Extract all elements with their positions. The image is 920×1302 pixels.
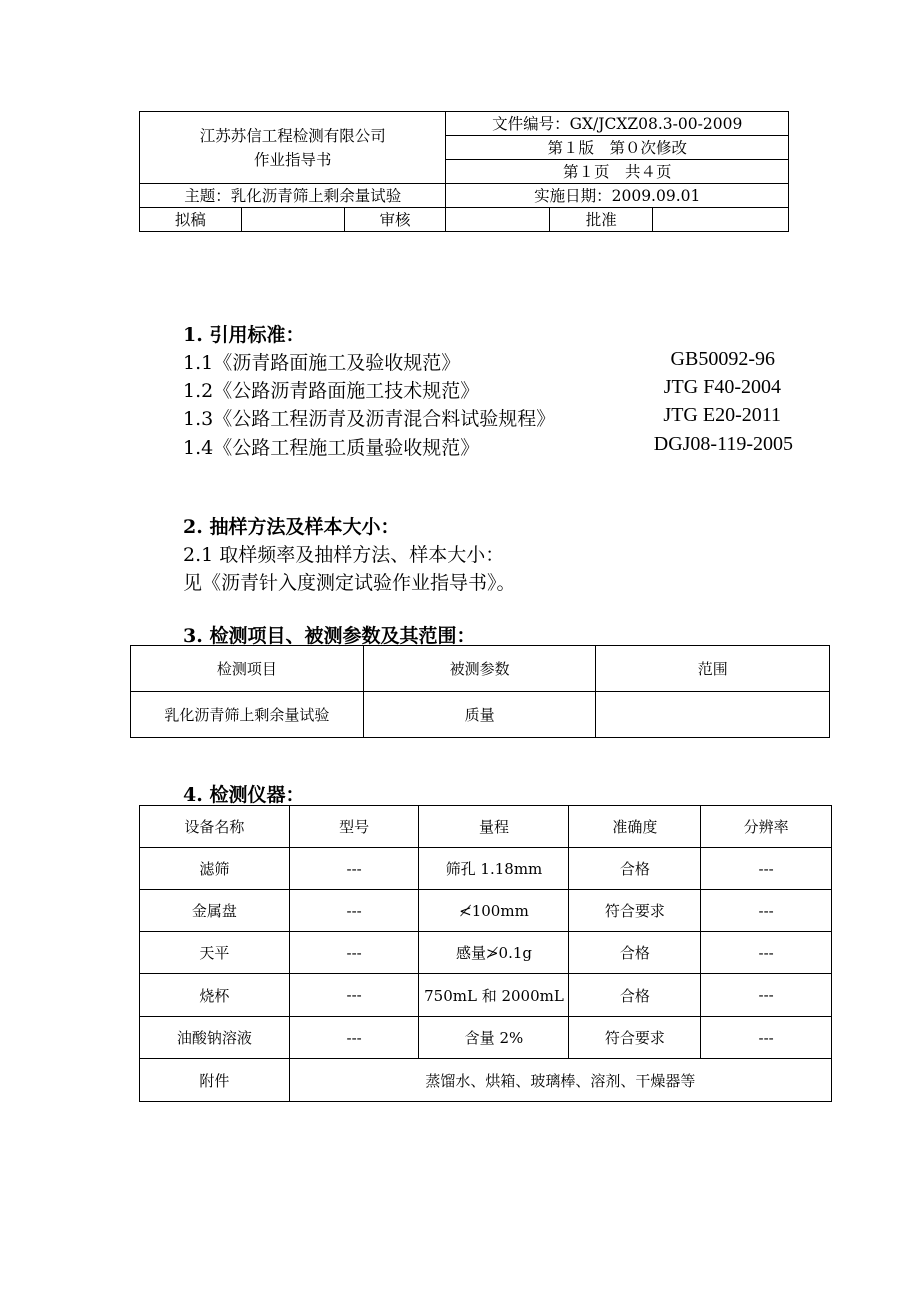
table-cell: ---: [701, 1017, 832, 1059]
standard-item: [183, 433, 793, 460]
table-cell: 符合要求: [569, 1017, 701, 1059]
table-cell: ---: [289, 1017, 419, 1059]
standard-code: JTG E20-2011: [663, 404, 781, 426]
table-cell: ---: [289, 890, 419, 932]
table-header-row: [140, 806, 832, 848]
header-cell: 量程: [419, 806, 569, 848]
standard-item: [183, 348, 793, 375]
standard-name: 1.2《公路沥青路面施工技术规范》: [183, 380, 480, 402]
header-cell: 准确度: [569, 806, 701, 848]
table-row: [140, 890, 832, 932]
table-cell: 筛孔 1.18mm: [419, 848, 569, 890]
header-cell: 分辨率: [701, 806, 832, 848]
review-value: [446, 208, 550, 232]
table-cell: ---: [289, 932, 419, 974]
approve-label: 批准: [550, 208, 653, 232]
header-cell: 检测项目: [131, 646, 364, 692]
table-header-row: [131, 646, 830, 692]
table-cell: ---: [701, 848, 832, 890]
header-cell: 被测参数: [363, 646, 596, 692]
table-cell: 合格: [569, 932, 701, 974]
section-1-title: 1. 引用标准：: [183, 324, 305, 346]
page-info: 第１页 共４页: [446, 160, 789, 184]
header-cell: 设备名称: [140, 806, 290, 848]
table-cell: 金属盘: [140, 890, 290, 932]
table-cell: ---: [289, 848, 419, 890]
table-cell: ---: [701, 974, 832, 1017]
table-cell: 合格: [569, 974, 701, 1017]
sampling-reference: 见《沥青针入度测定试验作业指导书》。: [183, 572, 516, 594]
standard-item: [183, 404, 793, 431]
approve-value: [653, 208, 789, 232]
edition-info: 第１版 第０次修改: [446, 136, 789, 160]
sampling-line: 2.1 取样频率及抽样方法、样本大小：: [183, 544, 505, 566]
table-row: [140, 848, 832, 890]
company-name: 江苏苏信工程检测有限公司: [199, 126, 386, 145]
review-label: 审核: [344, 208, 446, 232]
section-4-title: 4. 检测仪器：: [183, 784, 305, 806]
header-cell: 范围: [596, 646, 830, 692]
table-cell: 符合要求: [569, 890, 701, 932]
table-cell: 750mL 和 2000mL: [419, 974, 569, 1017]
standard-code: GB50092-96: [670, 348, 775, 370]
table-cell: 质量: [363, 692, 596, 738]
standard-code: JTG F40-2004: [663, 376, 781, 398]
table-row: [131, 692, 830, 738]
table-cell: 感量≯0.1g: [419, 932, 569, 974]
table-cell: 油酸钠溶液: [140, 1017, 290, 1059]
table-cell: ---: [289, 974, 419, 1017]
table-cell: ---: [701, 890, 832, 932]
test-item-table: [130, 645, 830, 738]
subject: 主题：乳化沥青筛上剩余量试验: [140, 184, 446, 208]
table-cell: 乳化沥青筛上剩余量试验: [131, 692, 364, 738]
draft-value: [241, 208, 344, 232]
document-header-table: [139, 111, 789, 232]
table-row: [140, 974, 832, 1017]
accessory-label: 附件: [140, 1059, 290, 1102]
effective-date: 实施日期：2009.09.01: [446, 184, 789, 208]
instrument-table: [139, 805, 832, 1102]
table-row: [140, 1017, 832, 1059]
table-cell: 天平: [140, 932, 290, 974]
table-cell: 滤筛: [140, 848, 290, 890]
table-cell: 合格: [569, 848, 701, 890]
table-cell: ---: [701, 932, 832, 974]
company-block: [140, 112, 446, 184]
standard-name: 1.4《公路工程施工质量验收规范》: [183, 437, 480, 459]
table-row: [140, 1059, 832, 1102]
standard-code: DGJ08-119-2005: [653, 433, 793, 455]
section-3-title: 3. 检测项目、被测参数及其范围：: [183, 625, 476, 647]
file-number: 文件编号：GX/JCXZ08.3-00-2009: [446, 112, 789, 136]
table-cell: 烧杯: [140, 974, 290, 1017]
table-cell: ≮100mm: [419, 890, 569, 932]
table-cell: [596, 692, 830, 738]
draft-label: 拟稿: [140, 208, 242, 232]
standard-name: 1.3《公路工程沥青及沥青混合料试验规程》: [183, 408, 556, 430]
accessory-value: 蒸馏水、烘箱、玻璃棒、溶剂、干燥器等: [289, 1059, 831, 1102]
standard-name: 1.1《沥青路面施工及验收规范》: [183, 352, 461, 374]
document-type: 作业指导书: [253, 150, 332, 169]
section-2-title: 2. 抽样方法及样本大小：: [183, 516, 400, 538]
standard-item: [183, 376, 793, 403]
header-cell: 型号: [289, 806, 419, 848]
table-row: [140, 932, 832, 974]
table-cell: 含量 2%: [419, 1017, 569, 1059]
